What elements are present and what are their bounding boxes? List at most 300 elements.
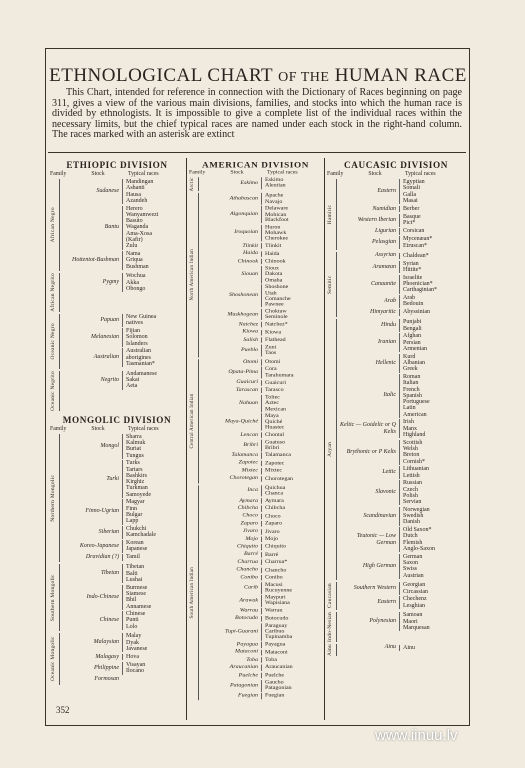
race-item: Kurd xyxy=(403,353,416,360)
race-item: Mexican xyxy=(265,406,286,413)
stock-name: Slavonic xyxy=(375,489,396,496)
race-list xyxy=(122,526,184,539)
race-item: Ama-Xosa xyxy=(126,230,152,237)
stock-group xyxy=(202,414,322,431)
race-list xyxy=(261,395,322,412)
stock-group xyxy=(202,559,322,565)
family-groups xyxy=(198,193,322,357)
caucasic-division-title: CAUCASIC DIVISION xyxy=(344,160,448,170)
family-label: African Negro xyxy=(50,207,56,243)
race-list xyxy=(122,654,184,660)
header-family: Family xyxy=(50,171,67,177)
race-list xyxy=(122,273,184,292)
stock-name: Teutonic — Low German xyxy=(356,532,396,546)
stock-group xyxy=(202,453,322,459)
race-item: Malay xyxy=(126,633,142,640)
stock-name: Natchez xyxy=(238,321,258,328)
stock-name: Chibcha xyxy=(237,505,258,512)
race-item: Islanders xyxy=(126,340,148,347)
race-item: Carthaginian* xyxy=(403,287,437,294)
stock-name: Mongol xyxy=(100,442,119,449)
race-item: Chorotegan xyxy=(265,475,293,482)
page-number: 352 xyxy=(56,705,70,715)
stock-name: Keltic — Goidelic or Q Kelts xyxy=(340,421,396,435)
family-groups xyxy=(336,612,465,642)
race-list xyxy=(261,608,322,614)
stock-name: Pelasgian xyxy=(372,239,396,246)
race-item: Danish xyxy=(403,519,420,526)
race-item: Mataconi xyxy=(265,649,288,656)
column-divider xyxy=(186,158,187,720)
stock-group xyxy=(202,623,322,640)
family-label: Ainu xyxy=(327,644,333,657)
race-item: Aztec xyxy=(265,400,279,407)
header-races: Typical races xyxy=(405,171,436,177)
stock-group xyxy=(202,337,322,343)
stock-name: Southern Western xyxy=(353,585,396,592)
stock-name: Himyaritic xyxy=(370,308,396,315)
race-list xyxy=(261,575,322,581)
race-item: Manx xyxy=(403,425,417,432)
race-item: Nama xyxy=(126,251,141,258)
race-list xyxy=(261,552,322,558)
race-list xyxy=(399,419,465,438)
family-section xyxy=(327,582,465,610)
race-list xyxy=(261,468,322,474)
race-item: aborigines xyxy=(126,354,151,361)
race-item: Huron xyxy=(265,224,281,230)
race-item: Maypuri xyxy=(265,594,286,601)
race-item: Hova xyxy=(126,654,139,661)
stock-group xyxy=(202,693,322,699)
race-list xyxy=(399,466,465,479)
race-item: Bengali xyxy=(403,325,422,332)
family-label: African Negrito xyxy=(50,273,56,313)
family-label: South American Indian xyxy=(189,567,195,619)
race-list xyxy=(261,461,322,467)
race-list xyxy=(261,432,322,438)
race-item: American xyxy=(403,411,427,418)
race-item: Tungus xyxy=(126,452,144,459)
stock-name: Algonquian xyxy=(230,211,258,217)
race-item: Polish xyxy=(403,492,419,499)
race-list xyxy=(261,642,322,648)
stock-group xyxy=(202,608,322,614)
stock-name: Muskhogean xyxy=(227,311,258,317)
header-stock: Stock xyxy=(368,171,382,177)
stock-group xyxy=(340,507,465,526)
family-label: Arctic xyxy=(189,177,195,192)
family-section xyxy=(189,485,322,700)
race-list xyxy=(399,275,465,294)
race-list xyxy=(399,228,465,234)
stock-group xyxy=(340,275,465,294)
stock-group xyxy=(340,309,465,316)
race-item: Araucanian xyxy=(265,664,293,671)
stock-name: Hellenic xyxy=(375,359,396,366)
stock-group xyxy=(340,527,465,552)
family-label: Indo-Nesian xyxy=(327,612,333,643)
header-races: Typical races xyxy=(128,425,159,432)
race-item: Kirghiz xyxy=(126,479,145,486)
family-groups xyxy=(198,177,322,191)
stock-group xyxy=(340,582,465,595)
stock-group xyxy=(63,633,184,652)
race-list xyxy=(261,680,322,692)
race-item: Ilocano xyxy=(126,668,144,675)
race-list xyxy=(261,595,322,607)
stock-group xyxy=(202,680,322,692)
stock-name: Charrua xyxy=(237,559,258,565)
race-item: German xyxy=(403,553,423,560)
race-item: Roman xyxy=(403,373,421,380)
race-item: Wapisiana xyxy=(265,600,290,607)
stock-name: Formosan xyxy=(94,676,119,683)
stock-group xyxy=(63,564,184,583)
stock-group xyxy=(63,540,184,553)
stock-group xyxy=(63,348,184,367)
stock-group xyxy=(63,371,184,390)
race-item: Chinook xyxy=(265,258,286,265)
ethiopic-division xyxy=(50,160,184,411)
race-item: Mohawk xyxy=(265,230,287,236)
stock-name: Hottentot-Bushman xyxy=(72,256,119,263)
race-item: Albanian xyxy=(403,359,425,366)
stock-group xyxy=(202,649,322,655)
stock-group xyxy=(63,314,184,327)
stock-name: Carib xyxy=(243,584,258,591)
race-list xyxy=(122,460,184,498)
stock-group xyxy=(63,273,184,292)
column-headers xyxy=(327,171,465,177)
race-item: Omaha xyxy=(265,277,283,284)
stock-group xyxy=(63,654,184,661)
stock-group xyxy=(202,642,322,648)
stock-group xyxy=(202,367,322,379)
stock-name: Ligurian xyxy=(374,227,396,234)
stock-name: Hindu xyxy=(381,322,396,329)
stock-name: Barré xyxy=(244,551,258,558)
stock-group xyxy=(340,480,465,505)
stock-group xyxy=(202,440,322,452)
stock-name: Tupi-Guarani xyxy=(224,628,258,635)
family-groups xyxy=(59,273,184,312)
family-label: Aryan xyxy=(327,442,333,458)
family-groups xyxy=(336,644,465,656)
page-title xyxy=(48,65,468,87)
race-list xyxy=(261,440,322,452)
stock-group xyxy=(63,611,184,630)
stock-name: Western Iberian xyxy=(357,216,396,223)
race-item: Lushai xyxy=(126,576,143,583)
stock-group xyxy=(340,419,465,438)
family-section xyxy=(327,252,465,317)
family-label: Oceanic Negrito xyxy=(50,370,56,411)
race-item: Arab xyxy=(403,294,415,301)
race-item: Israelite xyxy=(403,274,423,281)
header-family: Family xyxy=(50,425,67,432)
race-item: Chibcha xyxy=(265,505,285,512)
stock-group xyxy=(340,596,465,609)
family-groups xyxy=(198,359,322,483)
family-label: Oceanic Mongolic xyxy=(50,636,56,682)
race-item: Lolo xyxy=(126,623,138,630)
stock-group xyxy=(202,582,322,594)
family-section xyxy=(189,177,322,191)
stock-group xyxy=(202,544,322,550)
header-races: Typical races xyxy=(128,171,159,177)
race-item: French xyxy=(403,386,420,393)
stock-name: Zaparo xyxy=(240,520,258,527)
race-item: Dutch xyxy=(403,533,418,540)
race-item: Natchez* xyxy=(265,321,288,328)
race-item: Tarasco xyxy=(265,387,284,394)
race-item: Chechenz xyxy=(403,596,427,603)
race-item: Corsican xyxy=(403,228,425,235)
stock-name: Payagua xyxy=(236,641,258,648)
race-item: Czech xyxy=(403,486,418,493)
family-section xyxy=(50,314,184,369)
stock-group xyxy=(202,672,322,678)
header-stock: Stock xyxy=(230,170,244,176)
stock-group xyxy=(202,521,322,527)
stock-name: Lettic xyxy=(382,469,396,476)
stock-name: Fuegian xyxy=(238,692,258,699)
race-item: Apache xyxy=(265,193,284,199)
stock-name: Italic xyxy=(383,392,396,399)
stock-group xyxy=(202,485,322,497)
stock-name: Scandinavian xyxy=(363,512,396,519)
stock-group xyxy=(202,345,322,357)
stock-name: Assyrian xyxy=(375,252,396,259)
stock-group xyxy=(340,214,465,227)
race-item: Tlinkit xyxy=(265,243,282,249)
header-stock: Stock xyxy=(91,171,105,177)
race-item: Dyak xyxy=(126,639,139,646)
stock-name: Australian xyxy=(93,354,119,361)
race-list xyxy=(261,650,322,656)
stock-name: Haida xyxy=(243,250,258,257)
stock-group xyxy=(63,179,184,204)
race-list xyxy=(261,337,322,343)
race-item: Marquesan xyxy=(403,624,430,631)
race-list xyxy=(261,514,322,520)
race-item: Old Saxon* xyxy=(403,527,432,534)
stock-group xyxy=(202,285,322,308)
race-item: Wochua xyxy=(126,273,146,280)
stock-name: Malagasy xyxy=(95,653,119,660)
race-item: Kamchadale xyxy=(126,532,156,539)
race-list xyxy=(399,374,465,418)
race-list xyxy=(122,585,184,610)
race-item: Andamanese xyxy=(126,370,157,377)
race-item: Quichua xyxy=(265,485,286,491)
stock-group xyxy=(202,529,322,535)
stock-name: Aramæan xyxy=(372,263,396,270)
race-list xyxy=(399,612,465,631)
family-section xyxy=(327,319,465,580)
race-item: Swiss xyxy=(403,566,418,573)
stock-group xyxy=(63,676,184,683)
stock-name: Dravidian (?) xyxy=(85,553,119,560)
race-list xyxy=(261,266,322,283)
stock-name: Chorotegan xyxy=(229,475,258,482)
race-item: Toba xyxy=(265,657,277,663)
stock-name: Siouan xyxy=(241,271,258,277)
stock-name: Tibetan xyxy=(100,570,119,577)
stock-group xyxy=(202,506,322,512)
race-item: Masai xyxy=(403,197,418,204)
stock-group xyxy=(63,554,184,561)
race-item: Magyar xyxy=(126,499,145,506)
race-list xyxy=(261,498,322,504)
stock-name: Eskimo xyxy=(240,179,258,186)
stock-name: Eastern xyxy=(377,188,396,195)
stock-group xyxy=(202,251,322,257)
race-item: Breton xyxy=(403,452,420,459)
race-list xyxy=(399,333,465,352)
race-item: Tarahumara xyxy=(265,372,294,379)
family-groups xyxy=(336,582,465,610)
right-column xyxy=(327,160,465,656)
race-item: Flathead xyxy=(265,337,286,343)
race-item: Fijian xyxy=(126,328,141,335)
race-item: Cora xyxy=(265,366,277,373)
race-list xyxy=(122,434,184,459)
race-list xyxy=(261,521,322,527)
stock-group xyxy=(340,319,465,332)
stock-name: Sudanese xyxy=(96,188,119,195)
stock-name: Maya-Quiché xyxy=(225,419,258,425)
stock-group xyxy=(340,261,465,274)
stock-name: Siberian xyxy=(98,528,119,535)
stock-name: Aymara xyxy=(239,497,258,504)
race-item: Jivaro xyxy=(265,528,280,535)
race-item: Samoyede xyxy=(126,491,151,498)
race-item: Galla xyxy=(403,191,416,198)
stock-group xyxy=(340,466,465,479)
stock-group xyxy=(202,657,322,663)
race-list xyxy=(122,540,184,553)
race-item: Puelche xyxy=(265,672,284,679)
race-item: Circassian xyxy=(403,588,428,595)
stock-group xyxy=(202,575,322,581)
stock-name: Negrito xyxy=(100,376,119,383)
race-item: Annamese xyxy=(126,603,152,610)
race-item: Zaparo xyxy=(265,521,282,527)
family-section xyxy=(50,434,184,563)
stock-group xyxy=(202,309,322,321)
column-headers xyxy=(189,170,322,175)
stock-name: Melanesian xyxy=(91,334,119,341)
race-item: Bribri xyxy=(265,445,280,452)
race-item: Egyptian xyxy=(403,179,425,185)
stock-name: Talamanca xyxy=(231,452,258,459)
race-list xyxy=(399,354,465,373)
race-item: Turkman xyxy=(126,485,148,492)
race-list xyxy=(261,529,322,535)
stock-group xyxy=(63,499,184,524)
stock-group xyxy=(340,179,465,204)
family-groups xyxy=(59,371,184,411)
american-division xyxy=(189,160,322,700)
family-groups xyxy=(198,485,322,700)
race-item: Zulu xyxy=(126,243,138,250)
race-item: Turks xyxy=(126,460,140,467)
stock-name: Kiowa xyxy=(242,329,258,335)
race-list xyxy=(261,485,322,497)
race-list xyxy=(261,453,322,459)
stock-name: Koreo-Japanese xyxy=(79,542,119,549)
stock-group xyxy=(340,644,465,651)
race-item: Herero xyxy=(126,205,143,212)
race-item: Irish xyxy=(403,419,414,426)
race-item: Maya xyxy=(265,413,279,420)
stock-group xyxy=(202,460,322,466)
race-item: Basque xyxy=(403,213,421,220)
race-list xyxy=(261,567,322,573)
stock-name: Iroquoian xyxy=(234,229,258,236)
family-groups xyxy=(59,179,184,271)
ethiopic-division-title: ETHIOPIC DIVISION xyxy=(66,160,168,170)
race-item: Akka xyxy=(126,279,139,286)
race-list xyxy=(261,506,322,512)
stock-name: Zapotec xyxy=(238,460,258,466)
stock-name: Chinese xyxy=(99,617,119,624)
race-item: Botocudo xyxy=(265,615,289,622)
race-list xyxy=(122,314,184,327)
race-list xyxy=(399,596,465,609)
stock-group xyxy=(202,595,322,607)
race-item: Phoenician* xyxy=(403,281,433,287)
race-list xyxy=(261,206,322,223)
family-section xyxy=(50,179,184,271)
race-list xyxy=(261,224,322,241)
stock-name: Pueblo xyxy=(241,347,258,353)
race-list xyxy=(399,214,465,227)
family-section xyxy=(50,273,184,312)
race-item: Pict* xyxy=(403,220,416,227)
stock-name: Brythonic or P Kelts xyxy=(346,448,396,455)
race-list xyxy=(261,657,322,663)
race-item: Mycenæan* xyxy=(403,236,433,243)
race-item: Griqua xyxy=(126,257,143,264)
stock-name: Chiquito xyxy=(236,543,258,550)
race-item: Portuguese xyxy=(403,399,430,406)
stock-group xyxy=(202,432,322,438)
stock-group xyxy=(63,526,184,539)
left-column xyxy=(50,160,184,685)
race-item: Chontal xyxy=(265,432,284,438)
race-item: Aeta xyxy=(126,383,138,390)
race-list xyxy=(399,309,465,315)
race-item: Tupinamba xyxy=(265,634,293,641)
race-list xyxy=(261,309,322,321)
race-list xyxy=(399,480,465,505)
race-list xyxy=(261,388,322,394)
race-list xyxy=(261,693,322,699)
race-item: Choktaw xyxy=(265,308,287,315)
stock-group xyxy=(340,295,465,308)
stock-name: Chinook xyxy=(237,258,258,264)
race-item: Quiché xyxy=(265,419,283,425)
race-item: Japanese xyxy=(126,546,148,553)
race-list xyxy=(261,243,322,249)
race-item: Comanche xyxy=(265,296,291,302)
race-item: Mixtec xyxy=(265,468,282,474)
race-item: Australian xyxy=(126,348,151,355)
stock-name: Botocudo xyxy=(235,615,258,621)
